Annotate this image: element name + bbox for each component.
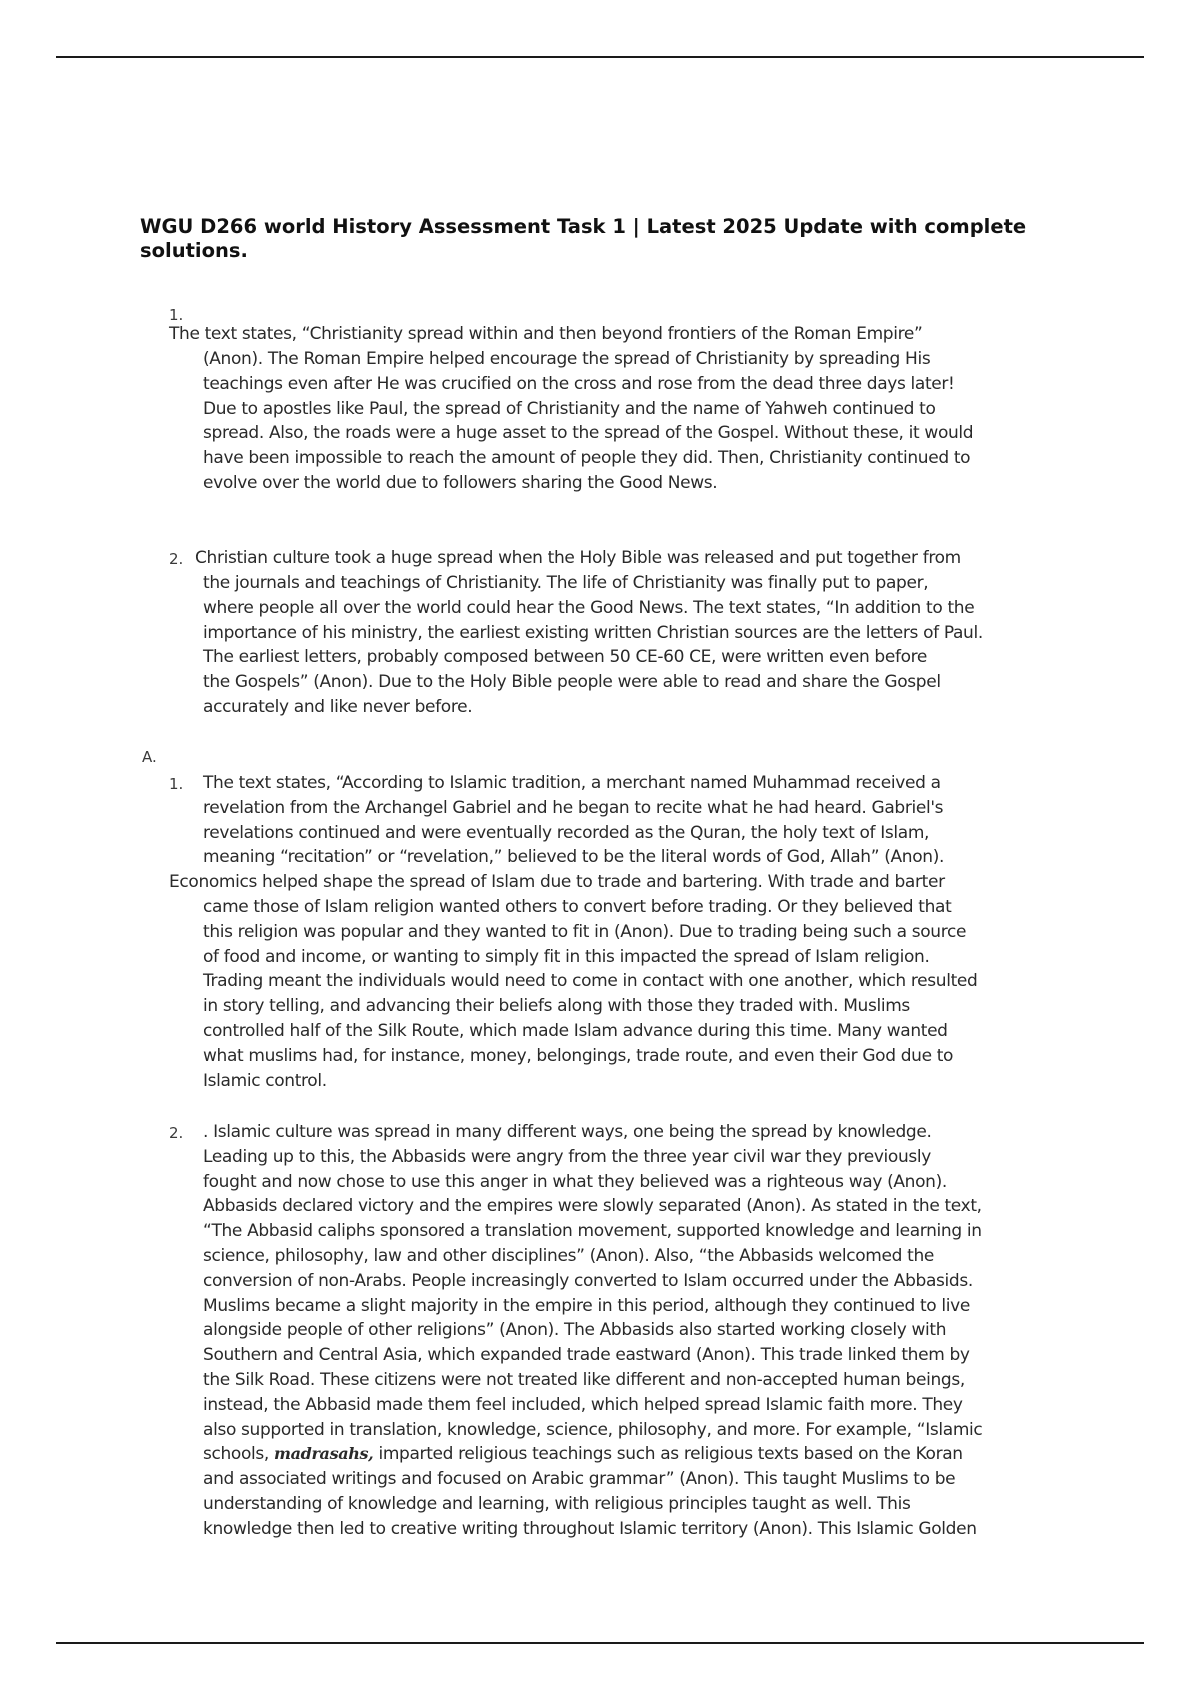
paragraph-line: science, philosophy, law and other disciplines” (Anon). Also, “the Abbasids welcomed the — [203, 1245, 934, 1266]
madrasahs-term: madrasahs, — [274, 1444, 374, 1463]
section-a-item-2-paragraph — [203, 1120, 1083, 1442]
section-a-item-2-tail — [203, 1467, 1083, 1541]
section-2-paragraph — [203, 571, 1083, 720]
section-2-marker: 2. — [169, 550, 184, 568]
paragraph-line: also supported in translation, knowledge, science, philosophy, and more. For example, “Islamic — [203, 1419, 983, 1440]
paragraph-line: alongside people of other religions” (Anon). The Abbasids also started working closely with — [203, 1320, 947, 1341]
section-a-item-1-marker: 1. — [169, 775, 184, 793]
paragraph-line: fought and now chose to use this anger in what they believed was a righteous way (Anon). — [203, 1171, 947, 1192]
paragraph-line: instead, the Abbasid made them feel included, which helped spread Islamic faith more. They — [203, 1394, 963, 1415]
paragraph-line: and associated writings and focused on Arabic grammar” (Anon). This taught Muslims to be — [203, 1469, 956, 1489]
paragraph-line: evolve over the world due to followers sharing the Good News. — [203, 472, 718, 493]
paragraph-line: accurately and like never before. — [203, 696, 473, 717]
section-1-paragraph — [203, 347, 1083, 496]
top-rule — [56, 56, 1144, 58]
section-1-first-line — [169, 322, 1069, 347]
paragraph-line: meaning “recitation” or “revelation,” believed to be the literal words of God, Allah” (Anon). — [203, 847, 945, 868]
paragraph-line: importance of his ministry, the earliest existing written Christian sources are the letters of Paul. — [203, 622, 983, 643]
bottom-rule — [56, 1642, 1144, 1644]
section-2-first-line — [195, 546, 1095, 571]
section-a-item-1-paragraph — [203, 771, 1083, 870]
paragraph-line: Christian culture took a huge spread when the Holy Bible was released and put together from — [195, 548, 961, 568]
paragraph-line: (Anon). The Roman Empire helped encourage the spread of Christianity by spreading His — [203, 349, 931, 369]
section-a-item-1-continuation — [203, 895, 1083, 1093]
paragraph-line: Due to apostles like Paul, the spread of Christianity and the name of Yahweh continued to — [203, 398, 936, 419]
paragraph-line: The earliest letters, probably composed between 50 CE-60 CE, were written even before — [203, 647, 928, 668]
section-a-item-2-madrasah-line — [203, 1442, 1083, 1467]
paragraph-line: came those of Islam religion wanted others to convert before trading. Or they believed that — [203, 897, 952, 917]
paragraph-line: Islamic control. — [203, 1070, 327, 1091]
paragraph-line: of food and income, or wanting to simply fit in this impacted the spread of Islam religion. — [203, 946, 930, 967]
paragraph-line: the journals and teachings of Christianity. The life of Christianity was finally put to paper, — [203, 573, 929, 593]
paragraph-line: this religion was popular and they wanted to fit in (Anon). Due to trading being such a source — [203, 921, 967, 942]
paragraph-line: Leading up to this, the Abbasids were angry from the three year civil war they previously — [203, 1146, 931, 1167]
paragraph-line: The text states, “According to Islamic tradition, a merchant named Muhammad received a — [203, 773, 941, 793]
paragraph-line: knowledge then led to creative writing throughout Islamic territory (Anon). This Islamic Golden — [203, 1518, 977, 1539]
paragraph-line: where people all over the world could hear the Good News. The text states, “In addition to the — [203, 597, 975, 618]
paragraph-line: controlled half of the Silk Route, which made Islam advance during this time. Many wanted — [203, 1020, 948, 1041]
line-prefix: schools, — [203, 1444, 275, 1464]
section-a-item-1-continuation-first — [169, 870, 1069, 895]
paragraph-line: Economics helped shape the spread of Islam due to trade and bartering. With trade and barter — [169, 872, 945, 892]
paragraph-line: The text states, “Christianity spread within and then beyond frontiers of the Roman Empire” — [169, 324, 923, 344]
paragraph-line: conversion of non-Arabs. People increasingly converted to Islam occurred under the Abbasids. — [203, 1270, 973, 1291]
paragraph-line: revelations continued and were eventually recorded as the Quran, the holy text of Islam, — [203, 822, 930, 843]
paragraph-line: . Islamic culture was spread in many different ways, one being the spread by knowledge. — [203, 1122, 932, 1142]
line-suffix: imparted religious teachings such as religious texts based on the Koran — [373, 1444, 963, 1464]
paragraph-line: in story telling, and advancing their beliefs along with those they traded with. Muslims — [203, 996, 910, 1017]
paragraph-line: “The Abbasid caliphs sponsored a translation movement, supported knowledge and learning in — [203, 1221, 982, 1242]
paragraph-line: Muslims became a slight majority in the empire in this period, although they continued to live — [203, 1295, 970, 1316]
paragraph-line: Trading meant the individuals would need to come in contact with one another, which resulted — [203, 971, 978, 992]
paragraph-line: spread. Also, the roads were a huge asset to the spread of the Gospel. Without these, it would — [203, 423, 974, 444]
paragraph-line: what muslims had, for instance, money, belongings, trade route, and even their God due to — [203, 1045, 954, 1066]
section-a-label: A. — [142, 748, 157, 766]
paragraph-line: revelation from the Archangel Gabriel and he began to recite what he had heard. Gabriel's — [203, 797, 944, 818]
paragraph-line: understanding of knowledge and learning, with religious principles taught as well. This — [203, 1493, 911, 1514]
paragraph-line: have been impossible to reach the amount of people they did. Then, Christianity continued to — [203, 448, 971, 469]
paragraph-line: the Gospels” (Anon). Due to the Holy Bible people were able to read and share the Gospel — [203, 672, 941, 693]
paragraph-line: teachings even after He was crucified on the cross and rose from the dead three days later! — [203, 373, 955, 394]
section-a-item-2-marker: 2. — [169, 1124, 184, 1142]
section-1-marker: 1. — [169, 306, 184, 324]
document-title: WGU D266 world History Assessment Task 1 | Latest 2025 Update with complete solutions. — [140, 215, 1027, 262]
paragraph-line: the Silk Road. These citizens were not treated like different and non-accepted human beings, — [203, 1369, 965, 1390]
paragraph-line: Southern and Central Asia, which expanded trade eastward (Anon). This trade linked them by — [203, 1345, 970, 1366]
paragraph-line: Abbasids declared victory and the empires were slowly separated (Anon). As stated in the text, — [203, 1196, 982, 1217]
paragraph-line — [203, 1442, 1083, 1467]
